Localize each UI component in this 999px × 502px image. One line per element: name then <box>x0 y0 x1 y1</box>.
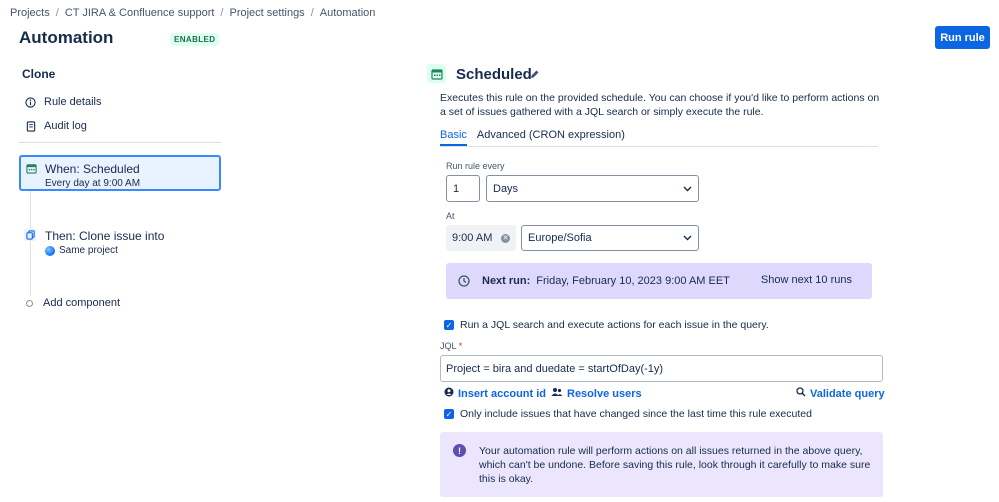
timezone-value: Europe/Sofia <box>528 232 592 244</box>
resolve-users-link[interactable] <box>551 387 642 400</box>
jql-input[interactable]: Project = bira and duedate = startOfDay(-1y) <box>440 355 883 382</box>
breadcrumb-project[interactable]: CT JIRA & Confluence support <box>64 7 215 19</box>
info-icon <box>25 97 36 108</box>
tab-basic[interactable]: Basic <box>440 129 467 146</box>
checkmark-icon: ✓ <box>445 320 453 330</box>
run-every-unit-value: Days <box>493 182 519 195</box>
action-subtitle <box>45 245 118 256</box>
only-changed-checkbox-label: Only include issues that have changed since the last time this rule executed <box>460 408 812 420</box>
validate-query-label: Validate query <box>810 387 885 400</box>
breadcrumb-separator: / <box>220 7 224 19</box>
show-next-runs-button[interactable]: Show next 10 runs <box>760 274 852 286</box>
audit-log-link[interactable] <box>25 120 87 132</box>
breadcrumb-projects[interactable]: Projects <box>10 7 50 19</box>
jql-search-checkbox-label: Run a JQL search and execute actions for each issue in the query. <box>460 319 769 331</box>
project-avatar-icon <box>45 246 55 256</box>
insert-account-id-label: Insert account id <box>458 387 547 400</box>
breadcrumb-automation[interactable]: Automation <box>319 7 376 19</box>
add-dot-icon <box>26 300 33 307</box>
edit-icon[interactable] <box>530 69 540 82</box>
divider <box>19 142 221 143</box>
rule-details-link[interactable] <box>25 96 101 108</box>
document-icon <box>25 121 36 132</box>
validate-query-link[interactable] <box>796 387 885 400</box>
next-run-value: Friday, February 10, 2023 9:00 AM EET <box>536 275 730 287</box>
action-title: Then: Clone issue into <box>45 229 165 243</box>
add-component-label: Add component <box>43 297 121 309</box>
breadcrumb-separator: / <box>55 7 59 19</box>
trigger-subtitle: Every day at 9:00 AM <box>45 178 141 189</box>
breadcrumb-project-settings[interactable]: Project settings <box>229 7 305 19</box>
chevron-down-icon <box>683 232 692 244</box>
trigger-card[interactable] <box>19 155 221 191</box>
tab-advanced[interactable]: Advanced (CRON expression) <box>476 129 625 141</box>
exclamation-icon: ! <box>453 444 466 457</box>
jql-label <box>440 341 462 351</box>
run-every-input[interactable]: 1 <box>446 175 480 202</box>
run-every-label: Run rule every <box>446 161 505 171</box>
clone-icon <box>24 229 36 241</box>
required-marker: * <box>458 341 463 351</box>
trigger-title: When: Scheduled <box>45 162 140 176</box>
calendar-icon <box>427 64 446 83</box>
action-subtitle-label: Same project <box>59 245 118 256</box>
run-rule-button[interactable]: Run rule <box>935 26 990 49</box>
page-title: Automation <box>19 28 114 47</box>
insert-account-id-link[interactable] <box>444 387 546 400</box>
checkmark-icon: ✓ <box>445 409 453 419</box>
clear-icon[interactable]: ✕ <box>502 235 509 242</box>
schedule-tabs <box>440 129 878 147</box>
panel-title: Scheduled <box>456 66 532 83</box>
rule-details-label: Rule details <box>44 96 102 108</box>
at-label: At <box>446 211 455 221</box>
timezone-select[interactable] <box>521 225 699 251</box>
resolve-users-label: Resolve users <box>567 387 642 400</box>
timeline-line <box>30 191 31 296</box>
run-every-unit-select[interactable] <box>486 175 699 202</box>
next-run-label: Next run: <box>482 275 531 287</box>
warning-text: Your automation rule will perform actions on all issues returned in the above query, which can't be undone. Before saving this rule, look through it carefully to make sure this is okay. <box>479 445 871 485</box>
user-icon <box>444 387 454 400</box>
search-icon <box>796 387 806 400</box>
breadcrumb <box>10 7 375 19</box>
only-changed-checkbox[interactable] <box>444 408 812 420</box>
status-badge: ENABLED <box>170 33 219 46</box>
add-component-button[interactable] <box>26 297 120 309</box>
jql-search-checkbox[interactable] <box>444 319 769 331</box>
rule-name: Clone <box>22 67 56 81</box>
jql-label-text: JQL <box>440 341 457 351</box>
chevron-down-icon <box>683 183 692 195</box>
next-run-banner <box>446 263 872 299</box>
warning-message <box>440 432 883 497</box>
clock-icon <box>458 275 470 287</box>
breadcrumb-separator: / <box>310 7 314 19</box>
calendar-icon <box>26 163 37 174</box>
time-value: 9:00 AM <box>452 232 493 244</box>
time-input[interactable] <box>446 225 516 251</box>
users-icon <box>551 387 563 400</box>
audit-log-label: Audit log <box>44 120 87 132</box>
panel-description: Executes this rule on the provided schedule. You can choose if you'd like to perform actions on a set of issues gathered with a JQL search or simply execute the rule. <box>440 92 880 118</box>
